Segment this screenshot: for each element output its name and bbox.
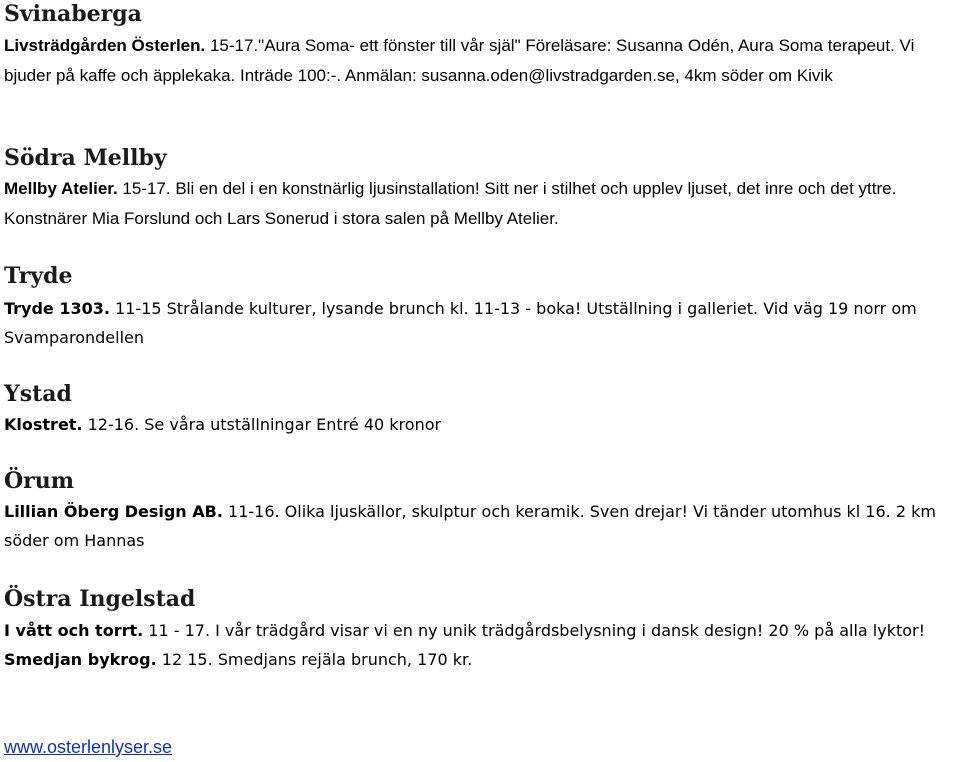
venue-name: I vått och torrt.: [4, 621, 144, 640]
event-entry: [4, 294, 956, 352]
event-entry: [4, 616, 956, 645]
section-ostra-ingelstad: [4, 585, 956, 674]
event-description: 15-17."Aura Soma- ett fönster till vår själ" Föreläsare: Susanna Odén, Aura Soma terapeut. Vi bjuder på kaffe och äpplekaka. Inträde 100:-. Anmälan: susanna.oden@livstradgarden.se, 4km söder om Kivik: [4, 36, 915, 85]
event-entry: [4, 174, 956, 233]
venue-name: Mellby Atelier.: [4, 179, 118, 198]
section-tryde: [4, 262, 956, 352]
section-sodra-mellby: [4, 144, 956, 233]
event-entry: [4, 497, 956, 555]
event-description: 11 - 17. I vår trädgård visar vi en ny unik trädgårdsbelysning i dansk design! 20 % på alla lyktor!: [143, 621, 926, 640]
section-heading: Ystad: [4, 381, 72, 407]
section-heading: Tryde: [4, 263, 73, 289]
event-description: 11-16. Olika ljuskällor, skulptur och keramik. Sven drejar! Vi tänder utomhus kl 16. 2 km söder om Hannas: [4, 502, 936, 550]
section-heading: Södra Mellby: [4, 145, 167, 171]
venue-name: Lillian Öberg Design AB.: [4, 502, 223, 521]
event-entry: [4, 410, 956, 439]
website-link[interactable]: www.osterlenlyser.se: [4, 737, 173, 757]
section-ystad: [4, 380, 956, 439]
event-entry: [4, 645, 956, 674]
event-description: 11-15 Strålande kulturer, lysande brunch kl. 11-13 - boka! Utställning i galleriet. Vid väg 19 norr om Svamparondellen: [4, 299, 917, 347]
event-description: 12 15. Smedjans rejäla brunch, 170 kr.: [156, 650, 473, 669]
section-heading: Örum: [4, 468, 75, 494]
section-heading: Östra Ingelstad: [4, 586, 196, 612]
venue-name: Tryde 1303.: [4, 299, 110, 318]
venue-name: Livsträdgården Österlen.: [4, 36, 206, 55]
section-orum: [4, 467, 956, 555]
section-heading: Svinaberga: [4, 1, 142, 27]
section-svinaberga: [4, 0, 956, 90]
event-entry: [4, 31, 956, 90]
venue-name: Smedjan bykrog.: [4, 650, 157, 669]
event-description: 12-16. Se våra utställningar Entré 40 kronor: [82, 415, 442, 434]
event-description: 15-17. Bli en del i en konstnärlig ljusinstallation! Sitt ner i stilhet och upplev ljuset, det inre och det yttre. Konstnärer Mia Forslund och Lars Sonerud i stora salen på Mellby Atelier.: [4, 179, 897, 228]
venue-name: Klostret.: [4, 415, 83, 434]
